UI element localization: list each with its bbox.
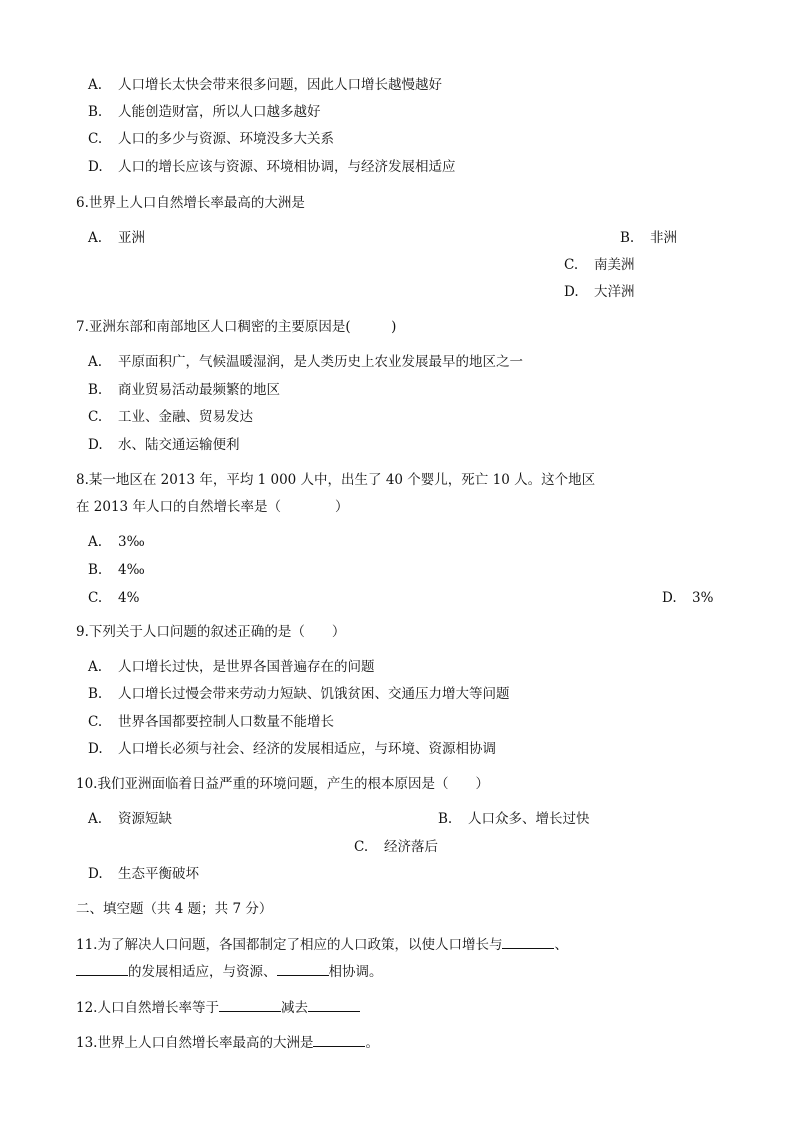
- q11-line1: [76, 935, 568, 954]
- option-text: 人口众多、增长过快: [468, 811, 590, 827]
- option-label: A.: [88, 354, 103, 370]
- q7-option-c: [88, 408, 253, 426]
- option-label: D.: [662, 590, 677, 606]
- option-text: 世界各国都要控制人口数量不能增长: [118, 714, 334, 730]
- q6-option-c: [564, 256, 635, 274]
- q10-option-a: [88, 810, 172, 828]
- answer-blank[interactable]: [313, 1033, 365, 1047]
- option-label: D.: [88, 866, 103, 882]
- q11-text-2: 、: [554, 937, 568, 953]
- q9-option-d: [88, 740, 496, 758]
- option-text: 人口增长过慢会带来劳动力短缺、饥饿贫困、交通压力增大等问题: [118, 686, 510, 702]
- option-label: C.: [564, 257, 579, 273]
- q7-stem: 7.亚洲东部和南部地区人口稠密的主要原因是( ): [76, 319, 397, 335]
- option-text: 平原面积广，气候温暖湿润，是人类历史上农业发展最早的地区之一: [118, 354, 523, 370]
- option-label: D.: [564, 284, 579, 300]
- q8-option-b: [88, 561, 145, 579]
- q10-stem: 10.我们亚洲面临着日益严重的环境问题，产生的根本原因是（ ）: [76, 776, 489, 792]
- option-label: D.: [88, 159, 103, 175]
- q6-option-b: [620, 229, 677, 247]
- option-text: 人口的多少与资源、环境没多大关系: [118, 131, 334, 147]
- option-text: 南美洲: [594, 257, 635, 273]
- q6-option-d: [564, 283, 635, 301]
- q12-text-2: 减去: [280, 1000, 308, 1016]
- q12-line: [76, 998, 360, 1017]
- q11-text-3: 的发展相适应，与资源、: [128, 964, 277, 980]
- option-label: B.: [88, 686, 103, 702]
- option-label: B.: [88, 104, 103, 120]
- q6-option-a: [88, 229, 145, 247]
- option-label: D.: [88, 437, 103, 453]
- q9-stem: 9.下列关于人口问题的叙述正确的是（ ）: [76, 624, 346, 640]
- q8-option-a: [88, 533, 145, 551]
- option-text: 工业、金融、贸易发达: [118, 409, 253, 425]
- answer-blank[interactable]: [277, 962, 329, 976]
- option-text: 人口增长过快，是世界各国普遍存在的问题: [118, 659, 375, 675]
- q8-option-d: [662, 589, 713, 607]
- q11-line2: [76, 962, 383, 981]
- q11-text-4: 相协调。: [328, 964, 383, 980]
- option-label: B.: [88, 382, 103, 398]
- option-label: A.: [88, 230, 103, 246]
- q10-option-b: [438, 810, 590, 828]
- section-title: 二、填空题（共 4 题；共 7 分）: [76, 901, 273, 917]
- option-label: A.: [88, 534, 103, 550]
- q5-option-d: [88, 158, 456, 176]
- q12-text-1: 12.人口自然增长率等于: [76, 1000, 219, 1016]
- option-text: 大洋洲: [594, 284, 635, 300]
- q10-option-c: [354, 838, 438, 856]
- option-text: 非洲: [650, 230, 677, 246]
- option-text: 商业贸易活动最频繁的地区: [118, 382, 280, 398]
- q8-option-c: [88, 589, 139, 607]
- option-text: 经济落后: [384, 839, 438, 855]
- q10-option-d: [88, 865, 199, 883]
- option-text: 水、陆交通运输便利: [118, 437, 240, 453]
- option-label: B.: [88, 562, 103, 578]
- answer-blank[interactable]: [308, 998, 360, 1012]
- q5-option-c: [88, 130, 334, 148]
- q5-option-b: [88, 103, 321, 121]
- q7-option-d: [88, 436, 240, 454]
- option-text: 人口增长太快会带来很多问题，因此人口增长越慢越好: [118, 77, 442, 93]
- q13-line: [76, 1033, 379, 1052]
- option-label: C.: [88, 714, 103, 730]
- q11-text-1: 11.为了解决人口问题，各国都制定了相应的人口政策，以使人口增长与: [76, 937, 503, 953]
- option-text: 人能创造财富，所以人口越多越好: [118, 104, 321, 120]
- q9-option-c: [88, 713, 334, 731]
- option-label: B.: [438, 811, 453, 827]
- option-text: 4%: [118, 590, 140, 606]
- q13-text-2: 。: [365, 1035, 379, 1051]
- option-text: 亚洲: [118, 230, 145, 246]
- option-label: B.: [620, 230, 635, 246]
- answer-blank[interactable]: [219, 998, 281, 1012]
- q9-option-b: [88, 685, 510, 703]
- option-text: 人口增长必须与社会、经济的发展相适应，与环境、资源相协调: [118, 741, 496, 757]
- answer-blank[interactable]: [502, 935, 554, 949]
- q8-stem-line1: 8.某一地区在 2013 年，平均 1 000 人中，出生了 40 个婴儿，死亡 10 人。这个地区: [76, 472, 596, 488]
- q6-stem: 6.世界上人口自然增长率最高的大洲是: [76, 195, 305, 211]
- option-text: 4‰: [118, 562, 145, 578]
- option-label: C.: [88, 131, 103, 147]
- q8-stem-line2: 在 2013 年人口的自然增长率是（ ）: [76, 499, 349, 515]
- option-text: 资源短缺: [118, 811, 172, 827]
- option-label: A.: [88, 77, 103, 93]
- option-label: C.: [88, 590, 103, 606]
- option-text: 人口的增长应该与资源、环境相协调，与经济发展相适应: [118, 159, 456, 175]
- option-label: C.: [88, 409, 103, 425]
- option-text: 3%: [692, 590, 714, 606]
- option-text: 3‰: [118, 534, 145, 550]
- q9-option-a: [88, 658, 375, 676]
- q13-text-1: 13.世界上人口自然增长率最高的大洲是: [76, 1035, 314, 1051]
- q5-option-a: [88, 76, 442, 94]
- q7-option-b: [88, 381, 280, 399]
- option-label: D.: [88, 741, 103, 757]
- answer-blank[interactable]: [76, 962, 128, 976]
- option-label: C.: [354, 839, 369, 855]
- q7-option-a: [88, 353, 523, 371]
- option-label: A.: [88, 659, 103, 675]
- option-text: 生态平衡破坏: [118, 866, 199, 882]
- option-label: A.: [88, 811, 103, 827]
